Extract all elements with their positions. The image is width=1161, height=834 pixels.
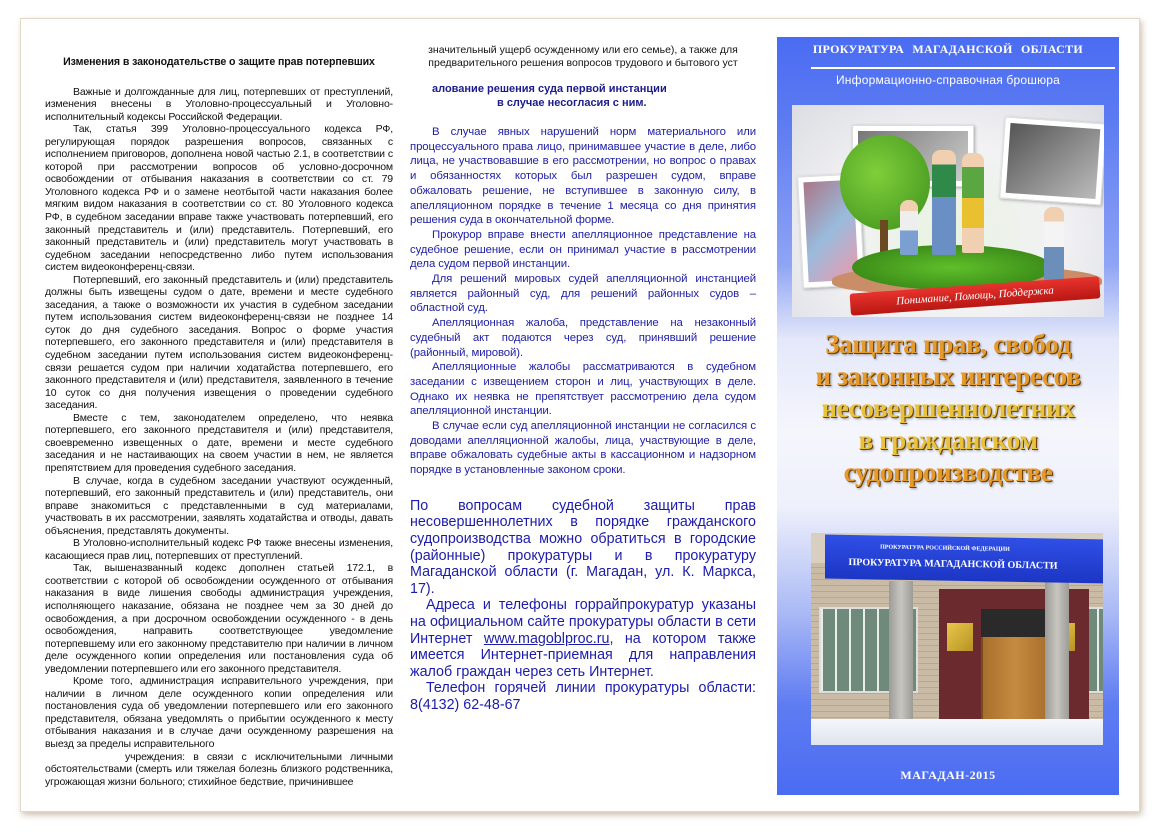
contacts-paragraph: По вопросам судебной защиты прав несовершеннолетних в порядке гражданского судопроизводства можно обратиться в городские (районные) прокуратуры и в прокуратуру Магаданской области (г. Магадан, ул. К. Маркса, 17). [410,497,756,597]
left-column [45,56,393,788]
paragraph: Важные и долгожданные для лиц, потерпевших от преступлений, изменения внесены в Уголовно-процессуальный и Уголовно-исполнительный кодексы Российской Федерации. [45,85,393,123]
paragraph: В случае, когда в судебном заседании участвуют осужденный, потерпевший, его законный представитель и (или) представитель, они вправе знакомиться с представленными в суд материалами, участвовать в их рассмотрении, заявлять ходатайства и отводы, давать объяснения, представлять документы. [45,474,393,537]
door-window [981,609,1045,637]
paragraph: Так, вышеназванный кодекс дополнен статьей 172.1, в соответствии с которой об освобождении осужденного от отбывания наказания в виде лишения свободы администрация учреждения, исполняющего наказание, обязана не позднее чем за 30 дней до освобождения, а при досрочном освобождении осужденного - в день освобождения, направить соответствующее уведомление потерпевшему или его законному представителю при наличии в личном деле осужденного копии определения или постановления суда об уведомлении потерпевшего или его законного представителя. [45,562,393,675]
top-text-line: значительный ущерб осужденному или его семье), а также для [428,44,738,56]
paragraph: Кроме того, администрация исправительного учреждения, при наличии в личном деле осужденного копии определения или постановления суда об уведомлении потерпевшего или его законного представителя, обязана уведомлять о прибытии осужденного к месту отбывания наказания и в случае дачи осужденному разрешения на выезд за пределы исправительного [45,675,393,750]
sign-large: ПРОКУРАТУРА МАГАДАНСКОЙ ОБЛАСТИ [848,556,1058,572]
plaque [947,623,973,651]
hotline-paragraph: Телефон горячей линии прокуратуры области: 8(4132) 62-48-67 [410,680,756,713]
contacts-section [410,498,756,714]
top-text-line: предварительного решения вопросов трудового и бытового уст [428,57,738,69]
paragraph: Прокурор вправе внести апелляционное представление на судебное решение, если он принимал участие в рассмотрении дела судом первой инстанции. [410,228,756,271]
paragraph: Так, статья 399 Уголовно-процессуального кодекса РФ, регулирующая порядок разрешения вопросов, связанных с исполнением приговоров, дополнена новой частью 2.1, в соответствии с которой при рассмотрении вопросов об условно-досрочном освобождении от отбывания наказания в соответствии со ст. 79 Уголовного кодекса РФ и о замене неотбытой части наказания более мягким видом наказания в соответствии со ст. 80 Уголовного кодекса РФ, в судебном заседании вправе также участвовать потерпевший, его законный представитель и (или) представитель. Потерпевший, его законный представитель и (или) представитель могут участвовать в судебном заседании непосредственно либо путем использования систем видеоконференц-связи. [45,123,393,274]
photo-frame [999,117,1104,206]
person [900,200,918,255]
person [1044,207,1064,287]
canopy-sign [825,535,1103,584]
person [932,150,956,255]
pillar [1045,581,1069,741]
text: Адреса и телефоны горрайпрокуратур указаны на официальном сайте прокуратуры области в сети Интернет [410,597,756,647]
paragraph: Апелляционная жалоба, представление на незаконный судебный акт подаются через суд, принявший решение (районный, мировой). [410,317,756,359]
title-line: судопроизводстве [843,457,1053,487]
sign-small: ПРОКУРАТУРА РОССИЙСКОЙ ФЕДЕРАЦИИ [880,544,1010,553]
cover-title [777,328,1119,488]
middle-column [410,44,756,714]
divider [811,67,1115,69]
paragraph: Для решений мировых судей апелляционной инстанцией является районный суд, для решений районных судов – областной суд. [410,273,756,315]
paragraph: В случае явных нарушений норм материального или процессуального права лицо, принимавшее участие в деле, либо лица, не участвовавшие в его рассмотрении, но вопрос о правах и обязанностях которых был разрешен судом, вправе обжаловать решение, не вступившее в законную силу, в апелляционном порядке в течение 1 месяца со дня принятия решения суда в окончательной форме. [410,126,756,227]
text: , на котором также имеется Интернет-приемная для направления жалоб граждан через сеть Интернет. [410,630,756,680]
pillar [889,581,913,741]
prosecutor-building-image [811,533,1103,745]
title-line: Защита прав, свобод [825,329,1071,359]
paragraph-continuation: учреждения: в связи с исключительными личными обстоятельствами (смерть или тяжелая болезнь близкого родственника, угрожающая жизни больного; стихийное бедствие, причинившее [45,750,393,788]
website-link[interactable]: www.magoblproc.ru [483,630,610,647]
left-heading: Изменения в законодательстве о защите прав потерпевших [63,56,375,68]
paragraph: Апелляционные жалобы рассматриваются в судебном заседании с извещением сторон и лиц, участвующих в деле. Однако их неявка не препятствует рассмотрению дела судом апелляционной инстанции. [410,361,756,418]
paragraph: В Уголовно-исполнительный кодекс РФ также внесены изменения, касающиеся прав лиц, потерпевших от преступлений. [45,537,393,562]
heading-line: в случае несогласия с ним. [497,97,647,109]
title-line: и законных интересов [815,361,1081,391]
paragraph: Вместе с тем, законодателем определено, что неявка потерпевшего, его законного представителя и (или) представителя, своевременно извещенных о дате, времени и месте судебного заседания и не настаивающих на своем участии в нем, не является препятствием для проведения судебного заседания. [45,411,393,474]
cover-organization: ПРОКУРАТУРА МАГАДАНСКОЙ ОБЛАСТИ [812,42,1084,56]
cover-subtitle: Информационно-справочная брошюра [835,73,1061,87]
cover-footer: МАГАДАН-2015 [900,768,996,782]
contacts-paragraph [410,597,756,680]
person [962,153,984,253]
heading-line: алование решения суда первой инстанции [432,83,667,95]
snow [811,719,1103,745]
middle-heading [432,82,756,110]
title-line: несовершеннолетних [821,393,1075,423]
family-collage-image [792,105,1104,317]
cover-panel [777,37,1119,795]
ribbon-banner: Понимание, Помощь, Поддержка [850,276,1101,315]
paragraph: В случае если суд апелляционной инстанции не согласился с доводами апелляционной жалобы, лица, участвующие в деле, вправе обжаловать судебные акты в кассационном и надзорном порядке в установленные законом сроки. [410,420,756,477]
title-line: в гражданском [858,425,1038,455]
paragraph: Потерпевший, его законный представитель и (или) представитель должны быть извещены судом о дате, времени и месте судебного заседания, а также о возможности их участия в судебном заседании путем использования систем видеоконференц-связи не позднее 14 суток до дня судебного заседания. Вопрос о форме участия потерпевшего, его законного представителя и (или) представителя в судебном заседании путем использования систем видеоконференц-связи решается судом при наличии ходатайства потерпевшего, его законного представителя и (или) представителя, заявленного в течение 10 суток со дня получения извещения о проведении судебного заседания. [45,273,393,412]
